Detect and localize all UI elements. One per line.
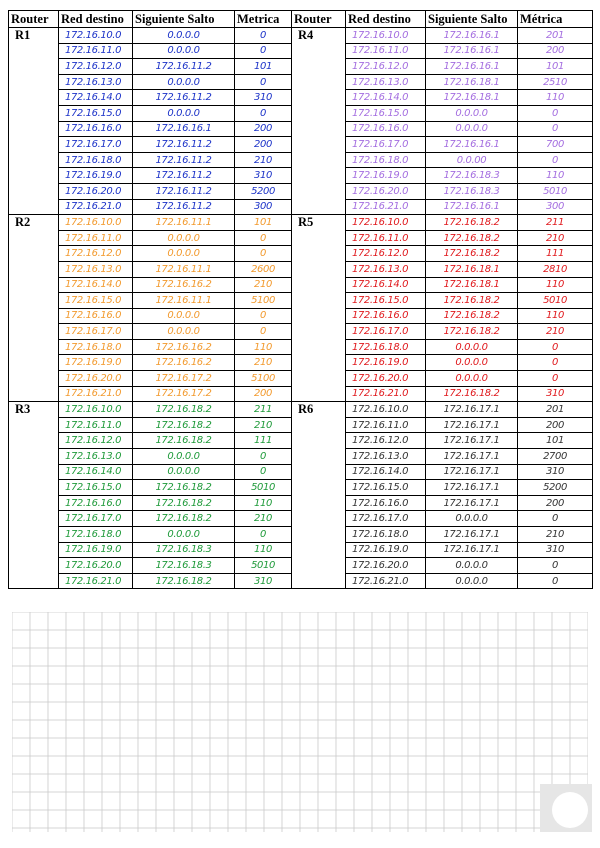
destination-network-cell: 172.16.20.0 xyxy=(346,183,426,199)
router-name-r6: R6 xyxy=(292,402,346,589)
next-hop-cell: 172.16.18.2 xyxy=(426,230,518,246)
next-hop-cell: 172.16.17.2 xyxy=(133,371,235,387)
destination-network-cell: 172.16.12.0 xyxy=(59,246,133,262)
router-name-r1: R1 xyxy=(9,28,59,215)
next-hop-cell: 0.0.0.0 xyxy=(426,355,518,371)
router-name-r5: R5 xyxy=(292,215,346,402)
destination-network-cell: 172.16.18.0 xyxy=(346,527,426,543)
metric-cell: 101 xyxy=(518,433,593,449)
next-hop-cell: 172.16.18.2 xyxy=(133,402,235,418)
destination-network-cell: 172.16.10.0 xyxy=(59,402,133,418)
next-hop-cell: 172.16.11.2 xyxy=(133,168,235,184)
next-hop-cell: 172.16.17.1 xyxy=(426,464,518,480)
next-hop-cell: 172.16.17.1 xyxy=(426,433,518,449)
next-hop-cell: 172.16.11.2 xyxy=(133,137,235,153)
next-hop-cell: 172.16.18.2 xyxy=(133,417,235,433)
metric-cell: 0 xyxy=(518,558,593,574)
metric-cell: 210 xyxy=(235,511,292,527)
next-hop-cell: 0.0.0.0 xyxy=(133,324,235,340)
next-hop-cell: 172.16.16.1 xyxy=(426,43,518,59)
next-hop-cell: 0.0.0.0 xyxy=(133,449,235,465)
metric-cell: 110 xyxy=(235,339,292,355)
destination-network-cell: 172.16.17.0 xyxy=(59,511,133,527)
destination-network-cell: 172.16.16.0 xyxy=(346,121,426,137)
destination-network-cell: 172.16.11.0 xyxy=(346,417,426,433)
next-hop-cell: 172.16.17.2 xyxy=(133,386,235,402)
destination-network-cell: 172.16.11.0 xyxy=(59,230,133,246)
metric-cell: 0 xyxy=(235,105,292,121)
next-hop-cell: 172.16.18.2 xyxy=(426,215,518,231)
next-hop-cell: 172.16.18.1 xyxy=(426,90,518,106)
destination-network-cell: 172.16.15.0 xyxy=(59,105,133,121)
destination-network-cell: 172.16.14.0 xyxy=(59,464,133,480)
destination-network-cell: 172.16.15.0 xyxy=(59,293,133,309)
header-destination-left: Red destino xyxy=(59,11,133,28)
metric-cell: 5100 xyxy=(235,371,292,387)
destination-network-cell: 172.16.15.0 xyxy=(346,293,426,309)
next-hop-cell: 172.16.18.2 xyxy=(426,246,518,262)
metric-cell: 0 xyxy=(518,152,593,168)
metric-cell: 0 xyxy=(235,43,292,59)
destination-network-cell: 172.16.21.0 xyxy=(346,199,426,215)
metric-cell: 2510 xyxy=(518,74,593,90)
next-hop-cell: 0.0.0.0 xyxy=(133,246,235,262)
destination-network-cell: 172.16.14.0 xyxy=(59,90,133,106)
destination-network-cell: 172.16.20.0 xyxy=(59,558,133,574)
metric-cell: 0 xyxy=(518,511,593,527)
destination-network-cell: 172.16.19.0 xyxy=(59,355,133,371)
destination-network-cell: 172.16.14.0 xyxy=(59,277,133,293)
next-hop-cell: 172.16.17.1 xyxy=(426,480,518,496)
header-metric-left: Metrica xyxy=(235,11,292,28)
next-hop-cell: 172.16.11.1 xyxy=(133,293,235,309)
destination-network-cell: 172.16.17.0 xyxy=(346,511,426,527)
metric-cell: 5010 xyxy=(235,558,292,574)
next-hop-cell: 172.16.18.1 xyxy=(426,74,518,90)
next-hop-cell: 172.16.16.1 xyxy=(426,59,518,75)
destination-network-cell: 172.16.11.0 xyxy=(346,43,426,59)
metric-cell: 101 xyxy=(235,215,292,231)
header-next-hop-right: Siguiente Salto xyxy=(426,11,518,28)
metric-cell: 200 xyxy=(235,121,292,137)
metric-cell: 5100 xyxy=(235,293,292,309)
destination-network-cell: 172.16.14.0 xyxy=(346,90,426,106)
next-hop-cell: 0.0.0.0 xyxy=(426,121,518,137)
destination-network-cell: 172.16.18.0 xyxy=(59,527,133,543)
destination-network-cell: 172.16.18.0 xyxy=(59,339,133,355)
next-hop-cell: 172.16.18.1 xyxy=(426,277,518,293)
destination-network-cell: 172.16.16.0 xyxy=(346,495,426,511)
destination-network-cell: 172.16.10.0 xyxy=(346,28,426,44)
metric-cell: 0 xyxy=(235,464,292,480)
metric-cell: 310 xyxy=(235,90,292,106)
metric-cell: 201 xyxy=(518,402,593,418)
header-metric-right: Métrica xyxy=(518,11,593,28)
next-hop-cell: 0.0.0.0 xyxy=(426,371,518,387)
destination-network-cell: 172.16.10.0 xyxy=(59,215,133,231)
metric-cell: 0 xyxy=(235,449,292,465)
metric-cell: 210 xyxy=(235,417,292,433)
destination-network-cell: 172.16.18.0 xyxy=(346,152,426,168)
metric-cell: 110 xyxy=(235,542,292,558)
next-hop-cell: 172.16.18.3 xyxy=(133,558,235,574)
destination-network-cell: 172.16.18.0 xyxy=(59,152,133,168)
next-hop-cell: 172.16.18.2 xyxy=(133,480,235,496)
next-hop-cell: 0.0.0.0 xyxy=(133,28,235,44)
next-hop-cell: 172.16.16.2 xyxy=(133,355,235,371)
destination-network-cell: 172.16.15.0 xyxy=(346,105,426,121)
destination-network-cell: 172.16.13.0 xyxy=(346,449,426,465)
metric-cell: 0 xyxy=(518,371,593,387)
metric-cell: 110 xyxy=(518,168,593,184)
metric-cell: 0 xyxy=(235,527,292,543)
metric-cell: 700 xyxy=(518,137,593,153)
next-hop-cell: 0.0.0.0 xyxy=(133,464,235,480)
metric-cell: 5200 xyxy=(235,183,292,199)
graph-paper-grid xyxy=(12,612,588,832)
next-hop-cell: 172.16.11.2 xyxy=(133,183,235,199)
next-hop-cell: 172.16.11.2 xyxy=(133,199,235,215)
metric-cell: 111 xyxy=(235,433,292,449)
next-hop-cell: 0.0.0.0 xyxy=(426,573,518,589)
destination-network-cell: 172.16.20.0 xyxy=(346,558,426,574)
destination-network-cell: 172.16.13.0 xyxy=(346,74,426,90)
metric-cell: 0 xyxy=(235,74,292,90)
metric-cell: 310 xyxy=(518,542,593,558)
next-hop-cell: 172.16.16.2 xyxy=(133,277,235,293)
metric-cell: 210 xyxy=(518,324,593,340)
destination-network-cell: 172.16.11.0 xyxy=(346,230,426,246)
metric-cell: 110 xyxy=(518,277,593,293)
destination-network-cell: 172.16.12.0 xyxy=(59,433,133,449)
destination-network-cell: 172.16.21.0 xyxy=(59,386,133,402)
header-row xyxy=(9,11,593,28)
metric-cell: 5010 xyxy=(235,480,292,496)
destination-network-cell: 172.16.19.0 xyxy=(59,168,133,184)
destination-network-cell: 172.16.12.0 xyxy=(346,433,426,449)
destination-network-cell: 172.16.10.0 xyxy=(346,215,426,231)
next-hop-cell: 172.16.17.1 xyxy=(426,417,518,433)
destination-network-cell: 172.16.20.0 xyxy=(346,371,426,387)
router-name-r4: R4 xyxy=(292,28,346,215)
destination-network-cell: 172.16.18.0 xyxy=(346,339,426,355)
metric-cell: 0 xyxy=(518,573,593,589)
destination-network-cell: 172.16.15.0 xyxy=(59,480,133,496)
routing-table-body xyxy=(9,28,593,589)
metric-cell: 201 xyxy=(518,28,593,44)
next-hop-cell: 0.0.0.0 xyxy=(133,43,235,59)
next-hop-cell: 172.16.11.1 xyxy=(133,215,235,231)
metric-cell: 200 xyxy=(518,43,593,59)
metric-cell: 210 xyxy=(235,277,292,293)
next-hop-cell: 172.16.17.1 xyxy=(426,495,518,511)
destination-network-cell: 172.16.19.0 xyxy=(59,542,133,558)
table-row xyxy=(9,28,593,44)
next-hop-cell: 172.16.11.2 xyxy=(133,90,235,106)
metric-cell: 0 xyxy=(518,121,593,137)
next-hop-cell: 172.16.18.3 xyxy=(426,183,518,199)
next-hop-cell: 172.16.11.2 xyxy=(133,152,235,168)
destination-network-cell: 172.16.17.0 xyxy=(59,324,133,340)
destination-network-cell: 172.16.13.0 xyxy=(59,449,133,465)
metric-cell: 2600 xyxy=(235,261,292,277)
destination-network-cell: 172.16.14.0 xyxy=(346,464,426,480)
table-row xyxy=(9,402,593,418)
destination-network-cell: 172.16.12.0 xyxy=(59,59,133,75)
metric-cell: 2810 xyxy=(518,261,593,277)
next-hop-cell: 0.0.0.0 xyxy=(133,308,235,324)
metric-cell: 200 xyxy=(518,417,593,433)
next-hop-cell: 172.16.18.3 xyxy=(426,168,518,184)
next-hop-cell: 172.16.18.2 xyxy=(426,324,518,340)
next-hop-cell: 172.16.18.2 xyxy=(133,495,235,511)
metric-cell: 200 xyxy=(518,495,593,511)
metric-cell: 0 xyxy=(235,308,292,324)
next-hop-cell: 172.16.16.1 xyxy=(426,199,518,215)
metric-cell: 200 xyxy=(235,386,292,402)
destination-network-cell: 172.16.13.0 xyxy=(346,261,426,277)
destination-network-cell: 172.16.17.0 xyxy=(346,324,426,340)
next-hop-cell: 172.16.18.2 xyxy=(133,433,235,449)
table-row xyxy=(9,215,593,231)
header-next-hop-left: Siguiente Salto xyxy=(133,11,235,28)
metric-cell: 210 xyxy=(518,527,593,543)
destination-network-cell: 172.16.11.0 xyxy=(59,43,133,59)
header-router-right: Router xyxy=(292,11,346,28)
next-hop-cell: 172.16.18.3 xyxy=(133,542,235,558)
next-hop-cell: 172.16.17.1 xyxy=(426,542,518,558)
destination-network-cell: 172.16.12.0 xyxy=(346,246,426,262)
destination-network-cell: 172.16.10.0 xyxy=(59,28,133,44)
header-router-left: Router xyxy=(9,11,59,28)
router-name-r2: R2 xyxy=(9,215,59,402)
destination-network-cell: 172.16.15.0 xyxy=(346,480,426,496)
next-hop-cell: 172.16.17.1 xyxy=(426,527,518,543)
destination-network-cell: 172.16.17.0 xyxy=(59,137,133,153)
destination-network-cell: 172.16.10.0 xyxy=(346,402,426,418)
metric-cell: 300 xyxy=(518,199,593,215)
metric-cell: 211 xyxy=(235,402,292,418)
metric-cell: 0 xyxy=(518,105,593,121)
metric-cell: 2700 xyxy=(518,449,593,465)
next-hop-cell: 172.16.16.1 xyxy=(426,28,518,44)
next-hop-cell: 172.16.17.1 xyxy=(426,449,518,465)
next-hop-cell: 0.0.0.0 xyxy=(426,105,518,121)
metric-cell: 200 xyxy=(235,137,292,153)
next-hop-cell: 0.0.0.0 xyxy=(133,74,235,90)
metric-cell: 0 xyxy=(235,246,292,262)
destination-network-cell: 172.16.21.0 xyxy=(59,573,133,589)
metric-cell: 210 xyxy=(235,355,292,371)
next-hop-cell: 172.16.16.1 xyxy=(426,137,518,153)
routing-table-sheet xyxy=(8,10,592,598)
destination-network-cell: 172.16.16.0 xyxy=(59,308,133,324)
destination-network-cell: 172.16.21.0 xyxy=(346,573,426,589)
destination-network-cell: 172.16.13.0 xyxy=(59,261,133,277)
metric-cell: 0 xyxy=(235,324,292,340)
next-hop-cell: 172.16.16.2 xyxy=(133,339,235,355)
destination-network-cell: 172.16.16.0 xyxy=(346,308,426,324)
next-hop-cell: 172.16.18.1 xyxy=(426,261,518,277)
next-hop-cell: 0.0.0.0 xyxy=(133,230,235,246)
destination-network-cell: 172.16.11.0 xyxy=(59,417,133,433)
destination-network-cell: 172.16.13.0 xyxy=(59,74,133,90)
metric-cell: 110 xyxy=(518,308,593,324)
metric-cell: 0 xyxy=(235,230,292,246)
next-hop-cell: 172.16.11.1 xyxy=(133,261,235,277)
destination-network-cell: 172.16.20.0 xyxy=(59,371,133,387)
metric-cell: 5010 xyxy=(518,183,593,199)
metric-cell: 110 xyxy=(235,495,292,511)
page-corner-decoration xyxy=(540,784,592,832)
next-hop-cell: 172.16.18.2 xyxy=(426,386,518,402)
next-hop-cell: 0.0.0.0 xyxy=(426,511,518,527)
metric-cell: 110 xyxy=(518,90,593,106)
header-destination-right: Red destino xyxy=(346,11,426,28)
metric-cell: 310 xyxy=(518,464,593,480)
next-hop-cell: 0.0.0.0 xyxy=(133,105,235,121)
metric-cell: 310 xyxy=(518,386,593,402)
metric-cell: 310 xyxy=(235,168,292,184)
metric-cell: 211 xyxy=(518,215,593,231)
destination-network-cell: 172.16.14.0 xyxy=(346,277,426,293)
destination-network-cell: 172.16.19.0 xyxy=(346,355,426,371)
routing-table xyxy=(8,10,593,589)
next-hop-cell: 0.0.00 xyxy=(426,152,518,168)
next-hop-cell: 172.16.17.1 xyxy=(426,402,518,418)
metric-cell: 0 xyxy=(518,339,593,355)
metric-cell: 5200 xyxy=(518,480,593,496)
next-hop-cell: 0.0.0.0 xyxy=(133,527,235,543)
destination-network-cell: 172.16.19.0 xyxy=(346,168,426,184)
metric-cell: 5010 xyxy=(518,293,593,309)
destination-network-cell: 172.16.21.0 xyxy=(346,386,426,402)
metric-cell: 101 xyxy=(235,59,292,75)
metric-cell: 0 xyxy=(235,28,292,44)
destination-network-cell: 172.16.16.0 xyxy=(59,495,133,511)
metric-cell: 101 xyxy=(518,59,593,75)
next-hop-cell: 0.0.0.0 xyxy=(426,558,518,574)
next-hop-cell: 172.16.18.2 xyxy=(426,293,518,309)
destination-network-cell: 172.16.12.0 xyxy=(346,59,426,75)
next-hop-cell: 172.16.18.2 xyxy=(133,511,235,527)
next-hop-cell: 172.16.18.2 xyxy=(426,308,518,324)
metric-cell: 210 xyxy=(518,230,593,246)
destination-network-cell: 172.16.17.0 xyxy=(346,137,426,153)
metric-cell: 0 xyxy=(518,355,593,371)
next-hop-cell: 0.0.0.0 xyxy=(426,339,518,355)
destination-network-cell: 172.16.20.0 xyxy=(59,183,133,199)
metric-cell: 300 xyxy=(235,199,292,215)
metric-cell: 310 xyxy=(235,573,292,589)
destination-network-cell: 172.16.19.0 xyxy=(346,542,426,558)
destination-network-cell: 172.16.16.0 xyxy=(59,121,133,137)
next-hop-cell: 172.16.18.2 xyxy=(133,573,235,589)
metric-cell: 210 xyxy=(235,152,292,168)
next-hop-cell: 172.16.16.1 xyxy=(133,121,235,137)
destination-network-cell: 172.16.21.0 xyxy=(59,199,133,215)
next-hop-cell: 172.16.11.2 xyxy=(133,59,235,75)
metric-cell: 111 xyxy=(518,246,593,262)
router-name-r3: R3 xyxy=(9,402,59,589)
